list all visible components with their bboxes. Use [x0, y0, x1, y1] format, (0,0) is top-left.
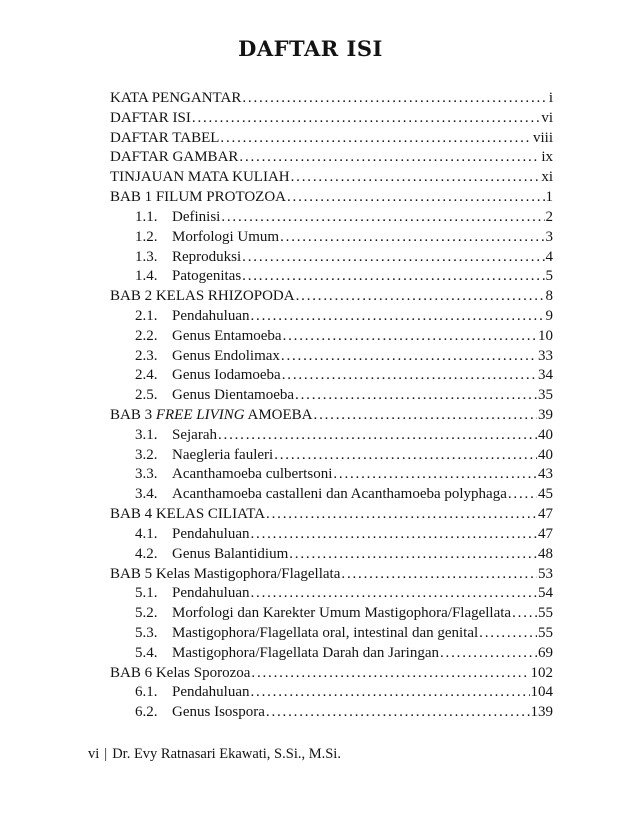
toc-entry-label: Acanthamoeba culbertsoni [172, 466, 333, 483]
toc-entry-label: Reproduksi [172, 248, 242, 265]
dot-leader [290, 168, 541, 188]
dot-leader [282, 327, 537, 347]
toc-entry-label: Pendahuluan [172, 684, 250, 701]
dot-leader [478, 624, 537, 644]
toc-entry-label: TINJAUAN MATA KULIAH [110, 169, 290, 186]
toc-entry-label: Pendahuluan [172, 525, 250, 542]
toc-entry-label: BAB 4 KELAS CILIATA [110, 506, 266, 523]
toc-entry-number: 2.1. [135, 307, 158, 324]
dot-leader [241, 89, 547, 109]
toc-entry-page: 4 [545, 248, 553, 265]
toc-entry-number: 3.2. [135, 446, 158, 463]
dot-leader [507, 485, 537, 505]
toc-entry-number: 1.2. [135, 228, 158, 245]
toc-entry-page: ix [541, 149, 553, 166]
toc-entry-1-1 [110, 208, 553, 228]
toc-entry-label: Patogenitas [172, 268, 242, 285]
dot-leader [279, 228, 544, 248]
toc-entry-kata-pengantar [110, 89, 553, 109]
toc-entry-4-2 [110, 545, 553, 565]
toc-entry-number: 3.4. [135, 486, 158, 503]
toc-entry-6-1 [110, 683, 553, 703]
toc-entry-page: 2 [545, 208, 553, 225]
toc-entry-label-prefix: BAB 3 [110, 407, 156, 423]
toc-entry-page: xi [541, 169, 553, 186]
page-footer [88, 746, 341, 763]
dot-leader [238, 148, 540, 168]
toc-entry-label: Genus Dientamoeba [172, 387, 295, 404]
toc-entry-3-3 [110, 465, 553, 485]
toc-entry-page: 10 [538, 327, 553, 344]
toc-entry-label: DAFTAR ISI [110, 109, 191, 126]
table-of-contents [110, 89, 553, 723]
footer-page-number: vi [88, 746, 100, 762]
toc-entry-page: 102 [530, 664, 553, 681]
toc-entry-bab-4 [110, 505, 553, 525]
toc-entry-page: 35 [538, 387, 553, 404]
toc-entry-label [110, 406, 313, 426]
toc-entry-label: Genus Isospora [172, 704, 265, 721]
toc-entry-label: Genus Entamoeba [172, 327, 282, 344]
dot-leader [249, 307, 544, 327]
toc-entry-1-4 [110, 267, 553, 287]
toc-entry-number: 6.1. [135, 684, 158, 701]
toc-entry-label: BAB 6 Kelas Sporozoa [110, 664, 251, 681]
toc-entry-page: 104 [530, 684, 553, 701]
dot-leader [340, 565, 537, 585]
toc-entry-bab-1 [110, 188, 553, 208]
toc-entry-number: 6.2. [135, 704, 158, 721]
toc-entry-number: 2.5. [135, 387, 158, 404]
toc-entry-number: 2.3. [135, 347, 158, 364]
toc-entry-1-3 [110, 248, 553, 268]
dot-leader [249, 683, 529, 703]
dot-leader [265, 505, 537, 525]
toc-entry-bab-5 [110, 565, 553, 585]
toc-entry-daftar-gambar [110, 148, 553, 168]
toc-entry-page: viii [532, 129, 553, 146]
toc-entry-label: BAB 2 KELAS RHIZOPODA [110, 288, 295, 305]
toc-entry-page: 34 [538, 367, 553, 384]
toc-entry-3-2 [110, 446, 553, 466]
dot-leader [273, 446, 537, 466]
toc-entry-label: Mastigophora/Flagellata Darah dan Jaringan [172, 644, 439, 661]
toc-entry-label: Definisi [172, 208, 221, 225]
toc-entry-label: BAB 5 Kelas Mastigophora/Flagellata [110, 565, 341, 582]
toc-entry-tinjauan-mata-kuliah [110, 168, 553, 188]
toc-entry-page: 47 [538, 525, 553, 542]
dot-leader [294, 386, 537, 406]
toc-entry-5-1 [110, 584, 553, 604]
dot-leader [313, 406, 537, 426]
toc-entry-3-4 [110, 485, 553, 505]
toc-entry-page: 1 [545, 189, 553, 206]
toc-entry-number: 3.1. [135, 426, 158, 443]
toc-entry-2-4 [110, 366, 553, 386]
toc-entry-page: 33 [538, 347, 553, 364]
dot-leader [217, 426, 537, 446]
footer-author: Dr. Evy Ratnasari Ekawati, S.Si., M.Si. [112, 746, 341, 762]
toc-entry-number: 4.2. [135, 545, 158, 562]
toc-entry-2-2 [110, 327, 553, 347]
toc-entry-label: Sejarah [172, 426, 217, 443]
toc-entry-page: 40 [538, 446, 553, 463]
toc-entry-number: 4.1. [135, 525, 158, 542]
toc-entry-page: vi [541, 109, 553, 126]
toc-entry-label: Morfologi dan Karekter Umum Mastigophora/Flagellata [172, 605, 512, 622]
toc-entry-page: 47 [538, 506, 553, 523]
toc-entry-number: 5.2. [135, 605, 158, 622]
toc-entry-page: 8 [545, 288, 553, 305]
toc-entry-label-italic: FREE LIVING [155, 407, 245, 423]
toc-entry-bab-2 [110, 287, 553, 307]
toc-entry-label: Genus Iodamoeba [172, 367, 281, 384]
toc-entry-bab-6 [110, 664, 553, 684]
toc-entry-page: 69 [538, 644, 553, 661]
toc-entry-4-1 [110, 525, 553, 545]
dot-leader [281, 366, 537, 386]
toc-entry-number: 5.4. [135, 644, 158, 661]
toc-entry-page: 139 [530, 704, 553, 721]
toc-entry-2-1 [110, 307, 553, 327]
dot-leader [280, 347, 537, 367]
dot-leader [288, 545, 537, 565]
toc-entry-label: Genus Balantidium [172, 545, 289, 562]
toc-entry-2-5 [110, 386, 553, 406]
toc-entry-page: 43 [538, 466, 553, 483]
toc-entry-label: Morfologi Umum [172, 228, 280, 245]
toc-entry-page: 40 [538, 426, 553, 443]
toc-entry-page: 3 [545, 228, 553, 245]
dot-leader [249, 584, 537, 604]
toc-entry-page: 39 [538, 407, 553, 423]
dot-leader [332, 465, 537, 485]
toc-entry-number: 2.4. [135, 367, 158, 384]
dot-leader [250, 664, 529, 684]
toc-entry-page: 48 [538, 545, 553, 562]
dot-leader [219, 129, 532, 149]
toc-entry-page: 5 [545, 268, 553, 285]
toc-entry-page: 9 [545, 307, 553, 324]
toc-entry-bab-3 [110, 406, 553, 426]
toc-entry-number: 5.1. [135, 585, 158, 602]
toc-entry-page: 53 [538, 565, 553, 582]
toc-entry-5-4 [110, 644, 553, 664]
toc-entry-2-3 [110, 347, 553, 367]
toc-entry-number: 1.4. [135, 268, 158, 285]
toc-entry-daftar-isi [110, 109, 553, 129]
toc-entry-page: 45 [538, 486, 553, 503]
toc-entry-6-2 [110, 703, 553, 723]
toc-entry-3-1 [110, 426, 553, 446]
toc-entry-label: DAFTAR GAMBAR [110, 149, 239, 166]
dot-leader [286, 188, 545, 208]
toc-entry-page: i [548, 90, 553, 106]
toc-entry-page: 55 [538, 605, 553, 622]
dot-leader [191, 109, 540, 129]
toc-entry-label: Acanthamoeba castalleni dan Acanthamoeba polyphaga [172, 486, 507, 503]
toc-entry-label: Pendahuluan [172, 307, 250, 324]
dot-leader [295, 287, 545, 307]
toc-entry-5-3 [110, 624, 553, 644]
dot-leader [241, 267, 544, 287]
toc-entry-label: DAFTAR TABEL [110, 129, 220, 146]
toc-entry-label: Pendahuluan [172, 585, 250, 602]
dot-leader [241, 248, 544, 268]
toc-entry-number: 3.3. [135, 466, 158, 483]
toc-entry-page: 54 [538, 585, 553, 602]
toc-entry-number: 1.3. [135, 248, 158, 265]
toc-entry-label: KATA PENGANTAR [110, 90, 242, 106]
dot-leader [265, 703, 530, 723]
dot-leader [249, 525, 537, 545]
dot-leader [439, 644, 537, 664]
toc-entry-page: 55 [538, 624, 553, 641]
toc-entry-label: Genus Endolimax [172, 347, 280, 364]
toc-entry-daftar-tabel [110, 129, 553, 149]
toc-entry-number: 1.1. [135, 208, 158, 225]
toc-entry-number: 5.3. [135, 624, 158, 641]
dot-leader [220, 208, 544, 228]
dot-leader [511, 604, 537, 624]
toc-entry-label-suffix: AMOEBA [244, 407, 313, 423]
page-title: DAFTAR ISI [238, 36, 383, 61]
toc-entry-1-2 [110, 228, 553, 248]
toc-entry-label: Mastigophora/Flagellata oral, intestinal dan genital [172, 624, 479, 641]
toc-entry-label: BAB 1 FILUM PROTOZOA [110, 189, 286, 206]
toc-entry-number: 2.2. [135, 327, 158, 344]
toc-entry-5-2 [110, 604, 553, 624]
footer-separator: | [104, 746, 108, 762]
toc-entry-label: Naegleria fauleri [172, 446, 274, 463]
